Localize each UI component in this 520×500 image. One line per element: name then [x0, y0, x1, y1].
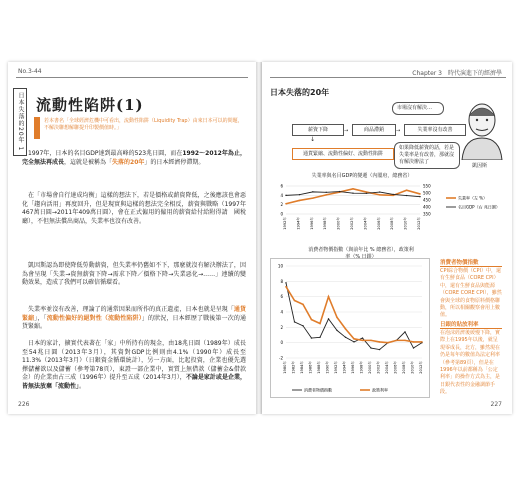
flow-box-deflation: 通貨緊縮、流動性偏好、流動性陷阱	[292, 148, 394, 160]
side-text-rate: 在泡沫經濟後緩慢下降，實際上在1995年以後，就呈現零成長，北方，雖然現在仍是每年的數值為法定利率（參考第89頁），但是在1996年以前都稱為「公定利率」的操作方式為主，是日銀代表性的金融調節手段。	[440, 330, 501, 396]
section-title: 日本失落的20年	[270, 88, 330, 97]
body-paragraph	[22, 340, 246, 392]
cpi-point	[285, 282, 286, 283]
text-run: 凱因斯認為即使降低勞動薪資，但失業率仍舊如不下，那麼就沒有解決辦法了，因為會呈現「失業→資無薪資下降→需求下降／價格下降→失業惡化→……」連續的變動效果，造成了我們可以確信循環看。	[22, 262, 246, 287]
x-tick-label: 2000年	[368, 361, 372, 374]
x-tick-label: 2010年	[410, 361, 415, 374]
unemployment-point	[299, 200, 301, 202]
unemployment-line	[286, 189, 420, 204]
policy-rate-point	[396, 340, 398, 342]
x-tick-label: 1998年	[359, 361, 364, 374]
legend-label-gdp: 名目GDP（右 兆日圓）	[458, 204, 500, 210]
x-tick-label: 1980年	[283, 361, 287, 374]
y-right-tick-label: 550	[423, 183, 431, 189]
text-run: 日本的家計，擴實代表著在「家」中所持有的現金，由18兆日圓（1989年）成長至54兆日圓（2013年3月），其資對GDP比例則由4.1%（1990年）成長至11.3%（2013年3月）（日銀資金循環統計），另一方面，比起投資，企業也優先選擇儲蓄欲以及儲蓄（參考第78頁），東證一部企業中，實質上無借款（儲蓄金&借款金）的企業由占三成（1996年）提升至五成（2014年3月），	[22, 340, 246, 382]
text-run: 1997年，日本的名目GDP達到最高峰的523兆日圓，而在	[28, 150, 183, 157]
x-tick-label: 2002年	[376, 361, 381, 374]
right-page	[262, 62, 512, 414]
text-run: 」的狀況，日本經歷了戰後第一次的通貨緊縮。	[22, 314, 246, 331]
x-tick-label: 1990年	[325, 361, 330, 374]
gdp-point	[366, 193, 367, 194]
unemployment-point	[325, 194, 327, 196]
text-run: 不論是家計或是企業，皆無法放棄「流動性」	[22, 374, 246, 390]
x-tick-label: 1994年	[296, 217, 301, 230]
y-tick-label: 6	[280, 294, 283, 300]
x-tick-label: 2004年	[385, 361, 389, 374]
unemployment-point	[406, 189, 408, 191]
flow-box-unsold: 商品滯銷	[352, 124, 396, 136]
x-tick-label: 2000年	[336, 217, 341, 230]
body-paragraph	[22, 306, 246, 332]
body-paragraph	[22, 150, 246, 167]
x-tick-label: 2006年	[393, 361, 398, 374]
lead-accent-bar	[34, 117, 40, 139]
cpi-point	[311, 337, 312, 338]
policy-rate-point	[294, 300, 296, 302]
speech-bubble-market: 市場沒有解決…	[392, 102, 444, 115]
x-tick-label: 2006年	[376, 217, 381, 230]
flow-box-wage-drop: 薪資下降	[292, 124, 344, 136]
arrow-icon: →	[396, 128, 401, 134]
y-right-tick-label: 350	[423, 211, 431, 217]
y-right-tick-label: 500	[423, 190, 431, 196]
policy-rate-point	[319, 323, 321, 325]
policy-rate-point	[328, 296, 330, 298]
chart1-title: 失業率與名目GDP的變遷（內閣府，總務省）	[311, 173, 413, 179]
text-run: 失落的20年	[112, 158, 145, 166]
x-tick-label: 2012年	[419, 361, 423, 374]
x-tick-label: 2008年	[390, 217, 395, 230]
y-tick-label: 10	[277, 263, 283, 269]
side-text-cpi: CPI綜合物價（CPI）中，還有生鮮食品（CORE CPI）中，還有生鮮食品與能源（CORE CORE CPI），雖然會與全球的食物原料價格聯動，所以相關觀察會用上數值。	[440, 268, 502, 319]
cpi-point	[379, 349, 380, 350]
x-tick-label: 2004年	[363, 217, 368, 230]
x-tick-label: 2002年	[350, 217, 354, 230]
y-tick-label: -2	[279, 355, 283, 361]
cpi-policy-rate-chart	[270, 258, 430, 398]
gdp-point	[419, 196, 420, 197]
header-rule	[270, 77, 506, 78]
gdp-point	[326, 192, 327, 193]
y-tick-label: 4	[280, 309, 283, 315]
unemployment-point	[352, 188, 354, 190]
person-label: 凱因斯	[472, 163, 488, 169]
y-tick-label: 2	[280, 324, 283, 330]
gdp-point	[312, 191, 313, 192]
text-run: 1992～2012年為止，完全無法再成長	[22, 150, 246, 166]
policy-rate-line	[286, 287, 422, 343]
gdp-point	[352, 192, 353, 193]
text-run: 。	[79, 382, 86, 390]
cpi-point	[370, 347, 371, 348]
cpi-point	[336, 330, 337, 331]
cpi-point	[319, 337, 320, 338]
x-tick-label: 1998年	[323, 217, 328, 230]
cpi-point	[362, 337, 363, 338]
policy-rate-point	[336, 317, 338, 319]
y-tick-label: 0	[280, 340, 283, 346]
left-page	[8, 62, 256, 414]
text-run: 在「市場會自行達成均衡」這樣的想法下，若是價格或薪資降低，之後應該也會惡化「趨向活用」再度回升，但是現實與這樣的想法完全相反，薪資與戰略（1997年467萬日圓→2011年409萬日圓），會在正式僱用的僱用的薪資給付給附得請 國稅廳），不但無法償出商品，失業率也沒有改善。	[22, 192, 246, 225]
body-paragraph	[22, 262, 246, 288]
text-run: ，這就是被稱為「	[64, 158, 113, 166]
x-tick-label: 1986年	[308, 361, 313, 374]
policy-rate-point	[379, 341, 381, 343]
gdp-point	[406, 195, 407, 196]
policy-rate-point	[285, 286, 287, 288]
legend-label-cpi: 消費者物價指數	[304, 387, 332, 393]
legend-label-policy-rate: 政策利率	[372, 387, 388, 393]
arrow-icon: →	[344, 128, 349, 134]
cpi-point	[413, 347, 414, 348]
x-tick-label: 1988年	[317, 361, 321, 374]
x-tick-label: 1984年	[300, 361, 304, 374]
x-tick-label: 1992年	[334, 361, 338, 374]
speech-bubble-keynes: 如果降低薪資的話，若是失業率是有改善，那就沒有解決辦法了	[394, 142, 460, 169]
y-right-tick-label: 450	[423, 197, 431, 203]
x-tick-label: 1992年	[283, 217, 287, 230]
policy-rate-point	[311, 319, 313, 321]
policy-rate-point	[345, 328, 347, 330]
cpi-point	[294, 321, 295, 322]
y-left-tick-label: 6	[280, 183, 283, 189]
side-heading-cpi: 消費者物價指數	[440, 258, 502, 267]
text-run: 通貨緊縮	[22, 306, 246, 322]
x-tick-label: 1982年	[291, 361, 296, 374]
header-rule	[16, 77, 248, 78]
unemployment-point	[419, 193, 421, 195]
x-tick-label: 2008年	[402, 361, 406, 374]
gdp-point	[393, 194, 394, 195]
policy-rate-point	[302, 304, 304, 306]
text-run: 流動性偏好的絕對性（流動性陷阱）	[46, 314, 142, 322]
policy-rate-point	[421, 341, 423, 343]
y-left-tick-label: 4	[280, 192, 283, 198]
cpi-point	[404, 331, 405, 332]
page-number-left: 226	[18, 401, 30, 408]
text-run: 失業率並沒有改善，理論了的通常因果而所作的真正遺產，日本也就是呈現「	[28, 306, 234, 313]
keynes-portrait-icon	[458, 98, 506, 160]
gdp-point	[299, 194, 300, 195]
cpi-point	[345, 337, 346, 338]
y-right-tick-label: 400	[423, 204, 431, 210]
x-tick-label: 1996年	[351, 361, 355, 374]
gdp-point	[379, 191, 380, 192]
x-tick-label: 2010年	[403, 217, 408, 230]
cpi-point	[353, 341, 354, 342]
policy-rate-point	[353, 338, 355, 340]
policy-rate-point	[387, 342, 389, 344]
unemployment-point	[379, 194, 381, 196]
page-title: 流動性陷阱(1)	[36, 96, 144, 114]
page-header-right: Chapter 3 時代演進下的經濟學	[412, 70, 502, 77]
x-tick-label: 2012年	[417, 217, 421, 230]
vertical-section-tab: 日本失落的20年 1	[13, 88, 27, 156]
legend-label-unemployment: 失業率（左 %）	[458, 195, 488, 201]
y-left-tick-label: 2	[280, 202, 283, 208]
gdp-point	[285, 195, 286, 196]
unemployment-point	[312, 197, 314, 199]
y-left-tick-label: 0	[280, 211, 283, 217]
page-header-left: No.3-44	[18, 68, 42, 75]
cpi-point	[302, 325, 303, 326]
x-tick-label: 1994年	[342, 361, 347, 374]
policy-rate-point	[404, 340, 406, 342]
arrow-down-icon: ↓	[310, 136, 316, 143]
chart-frame	[271, 259, 430, 398]
gdp-point	[339, 191, 340, 192]
flow-box-unemployment: 失業率沒有改善	[404, 124, 466, 136]
unemployment-gdp-chart	[270, 180, 510, 242]
policy-rate-point	[362, 340, 364, 342]
text-run: 」的日本經濟停滯期。	[144, 158, 205, 166]
policy-rate-point	[370, 340, 372, 342]
x-tick-label: 1996年	[309, 217, 314, 230]
cpi-point	[328, 318, 329, 319]
page-number-right: 227	[490, 401, 502, 408]
unemployment-point	[285, 203, 287, 205]
lead-text: 若本書名「全球經濟危機中可看出，流動性陷阱（Liquidity Trap）由來日本可以的問題，不解決聯想解聯提升印製價值時。」	[44, 118, 243, 131]
side-heading-rate: 日銀的貼放利率	[440, 320, 502, 329]
text-run: 」，「	[34, 314, 47, 322]
body-paragraph	[22, 192, 246, 226]
chart2-title: 消費者物價指數（與前年比 % 總務省），政策利率（% 日銀）	[308, 247, 414, 260]
y-tick-label: 8	[280, 278, 283, 284]
policy-rate-point	[413, 341, 415, 343]
